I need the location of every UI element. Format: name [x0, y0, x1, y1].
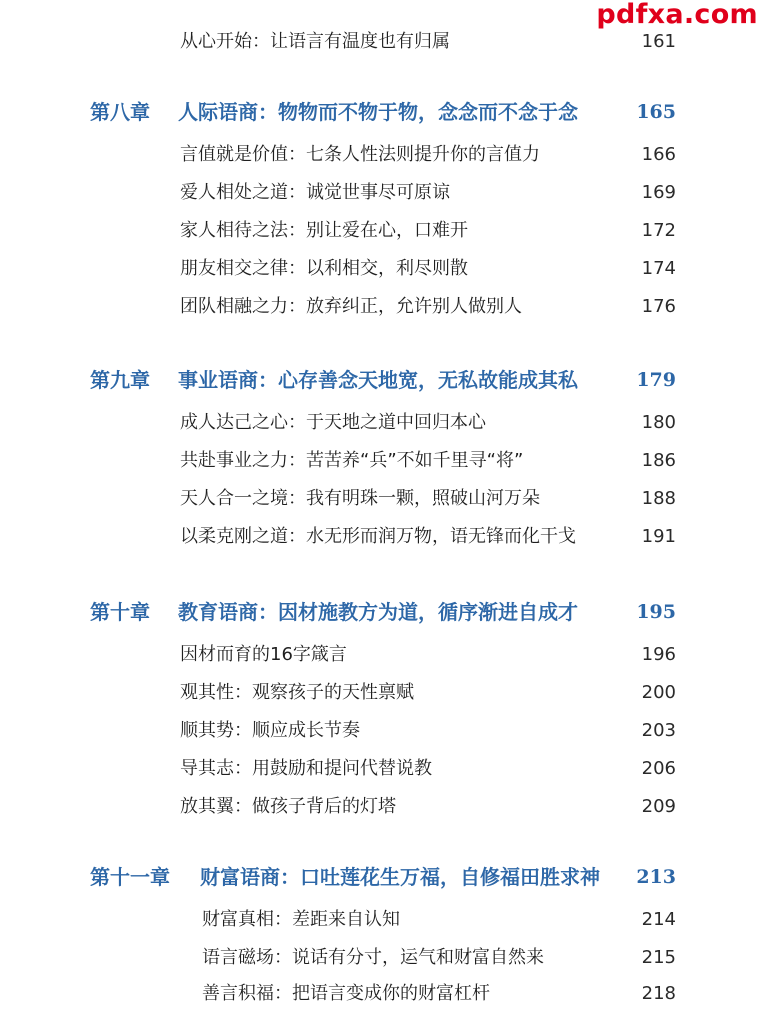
toc-entry-page: 214	[641, 909, 676, 930]
toc-entry-title: 成人达己之心：于天地之道中回归本心	[180, 412, 486, 433]
toc-entry-page: 186	[641, 450, 676, 471]
toc-entry-page: 166	[641, 144, 676, 165]
toc-entry-title: 因材而育的16字箴言	[180, 644, 347, 665]
toc-entry[interactable]	[0, 675, 768, 711]
toc-entry-page: 174	[641, 258, 676, 279]
watermark-logo: pdfxa.com	[596, 0, 758, 30]
toc-entry-title: 语言磁场：说话有分寸，运气和财富自然来	[202, 947, 544, 968]
toc-entry[interactable]	[0, 902, 768, 938]
toc-entry-title: 财富真相：差距来自认知	[202, 909, 400, 930]
toc-entry-page: 188	[641, 488, 676, 509]
toc-entry-title: 共赴事业之力：苦苦养“兵”不如千里寻“将”	[180, 450, 524, 471]
toc-entry-title: 言值就是价值：七条人性法则提升你的言值力	[180, 144, 540, 165]
toc-entry[interactable]	[0, 481, 768, 517]
toc-entry-title: 以柔克刚之道：水无形而润万物，语无锋而化干戈	[180, 526, 576, 547]
chapter-title: 教育语商：因材施教方为道，循序渐进自成才	[178, 600, 578, 624]
toc-entry[interactable]	[0, 289, 768, 325]
toc-entry-page: 180	[641, 412, 676, 433]
toc-entry-page: 196	[641, 644, 676, 665]
chapter-page: 165	[636, 101, 676, 123]
toc-entry[interactable]	[0, 213, 768, 249]
toc-entry[interactable]	[0, 251, 768, 287]
toc-entry-title: 朋友相交之律：以利相交，利尽则散	[180, 258, 468, 279]
toc-entry-title: 爱人相处之道：诚觉世事尽可原谅	[180, 182, 450, 203]
toc-entry-page: 209	[641, 796, 676, 817]
toc-entry[interactable]	[0, 519, 768, 555]
toc-entry-page: 176	[641, 296, 676, 317]
toc-entry-page: 206	[641, 758, 676, 779]
chapter-title: 财富语商：口吐莲花生万福，自修福田胜求神	[200, 865, 600, 889]
toc-entry-title: 观其性：观察孩子的天性禀赋	[180, 682, 414, 703]
toc-entry-title: 导其志：用鼓励和提问代替说教	[180, 758, 432, 779]
toc-entry-page: 172	[641, 220, 676, 241]
chapter-heading[interactable]	[0, 594, 768, 630]
toc-entry[interactable]	[0, 976, 768, 1012]
toc-entry-page: 161	[641, 31, 676, 52]
chapter-label: 第八章	[90, 100, 150, 124]
toc-entry-page: 191	[641, 526, 676, 547]
toc-entry[interactable]	[0, 137, 768, 173]
chapter-label: 第十一章	[90, 865, 170, 889]
toc-entry[interactable]	[0, 713, 768, 749]
toc-entry[interactable]	[0, 940, 768, 976]
toc-entry-page: 200	[641, 682, 676, 703]
toc-entry-page: 203	[641, 720, 676, 741]
chapter-page: 179	[636, 369, 676, 391]
toc-entry-title: 善言积福：把语言变成你的财富杠杆	[202, 983, 490, 1004]
chapter-heading[interactable]	[0, 859, 768, 895]
toc-entry-title: 天人合一之境：我有明珠一颗，照破山河万朵	[180, 488, 540, 509]
toc-entry-title: 家人相待之法：别让爱在心，口难开	[180, 220, 468, 241]
toc-entry-page: 218	[641, 983, 676, 1004]
toc-entry-page: 169	[641, 182, 676, 203]
toc-entry[interactable]	[0, 751, 768, 787]
chapter-title: 人际语商：物物而不物于物，念念而不念于念	[178, 100, 578, 124]
chapter-page: 213	[636, 866, 676, 888]
toc-entry[interactable]	[0, 443, 768, 479]
toc-entry[interactable]	[0, 789, 768, 825]
chapter-heading[interactable]	[0, 362, 768, 398]
toc-entry-title: 从心开始：让语言有温度也有归属	[180, 31, 450, 52]
toc-entry-page: 215	[641, 947, 676, 968]
toc-entry[interactable]	[0, 637, 768, 673]
chapter-label: 第九章	[90, 368, 150, 392]
toc-entry[interactable]	[0, 405, 768, 441]
toc-entry[interactable]	[0, 24, 768, 60]
chapter-page: 195	[636, 601, 676, 623]
toc-entry[interactable]	[0, 175, 768, 211]
chapter-title: 事业语商：心存善念天地宽，无私故能成其私	[178, 368, 578, 392]
toc-entry-title: 团队相融之力：放弃纠正，允许别人做别人	[180, 296, 522, 317]
chapter-heading[interactable]	[0, 94, 768, 130]
chapter-label: 第十章	[90, 600, 150, 624]
toc-entry-title: 顺其势：顺应成长节奏	[180, 720, 360, 741]
toc-entry-title: 放其翼：做孩子背后的灯塔	[180, 796, 396, 817]
